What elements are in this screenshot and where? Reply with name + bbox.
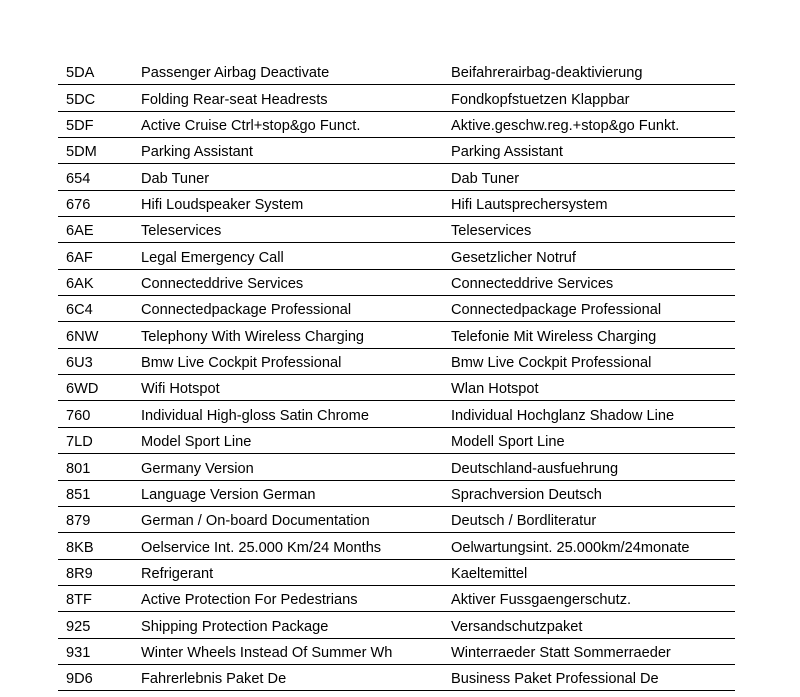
table-row [58,638,735,664]
german-description-cell: Modell Sport Line [451,427,735,453]
english-description-cell: Winter Wheels Instead Of Summer Wh [141,638,451,664]
option-code-cell: 6NW [58,322,141,348]
english-description-cell: Fahrerlebnis Paket De [141,664,451,690]
english-description-cell: German / On-board Documentation [141,506,451,532]
option-code-cell: 931 [58,638,141,664]
table-row [58,138,735,164]
english-description-cell: Active Protection For Pedestrians [141,585,451,611]
german-description-cell: Winterraeder Statt Sommerraeder [451,638,735,664]
german-description-cell: Connecteddrive Services [451,269,735,295]
table-row [58,585,735,611]
german-description-cell: Business Paket Professional De [451,664,735,690]
english-description-cell: Wifi Hotspot [141,375,451,401]
table-row [58,375,735,401]
table-row [58,348,735,374]
english-description-cell: Dab Tuner [141,164,451,190]
option-code-cell: 5DA [58,59,141,85]
table-row [58,85,735,111]
english-description-cell: Germany Version [141,454,451,480]
table-row [58,612,735,638]
english-description-cell: Model Sport Line [141,427,451,453]
table-row [58,243,735,269]
option-code-cell: 8R9 [58,559,141,585]
german-description-cell: Sprachversion Deutsch [451,480,735,506]
english-description-cell: Connecteddrive Services [141,269,451,295]
english-description-cell: Bmw Live Cockpit Professional [141,348,451,374]
option-code-cell: 6AK [58,269,141,295]
option-code-cell: 5DM [58,138,141,164]
option-code-cell: 925 [58,612,141,638]
option-code-cell: 9D6 [58,664,141,690]
option-code-cell: 760 [58,401,141,427]
german-description-cell: Telefonie Mit Wireless Charging [451,322,735,348]
option-code-cell: 851 [58,480,141,506]
english-description-cell: Refrigerant [141,559,451,585]
table-row [58,454,735,480]
german-description-cell: Aktiver Fussgaengerschutz. [451,585,735,611]
table-row [58,296,735,322]
option-code-cell: 654 [58,164,141,190]
table-row [58,190,735,216]
option-code-cell: 676 [58,190,141,216]
table-row [58,322,735,348]
option-code-cell: 5DC [58,85,141,111]
option-code-cell: 6C4 [58,296,141,322]
table-row [58,480,735,506]
options-table [58,59,735,691]
german-description-cell: Bmw Live Cockpit Professional [451,348,735,374]
table-row [58,427,735,453]
english-description-cell: Hifi Loudspeaker System [141,190,451,216]
german-description-cell: Hifi Lautsprechersystem [451,190,735,216]
german-description-cell: Parking Assistant [451,138,735,164]
english-description-cell: Passenger Airbag Deactivate [141,59,451,85]
german-description-cell: Deutschland-ausfuehrung [451,454,735,480]
table-row [58,506,735,532]
option-code-cell: 6AF [58,243,141,269]
english-description-cell: Folding Rear-seat Headrests [141,85,451,111]
table-row [58,164,735,190]
option-code-cell: 6U3 [58,348,141,374]
option-code-cell: 6WD [58,375,141,401]
english-description-cell: Telephony With Wireless Charging [141,322,451,348]
option-code-cell: 5DF [58,111,141,137]
german-description-cell: Gesetzlicher Notruf [451,243,735,269]
english-description-cell: Oelservice Int. 25.000 Km/24 Months [141,533,451,559]
german-description-cell: Teleservices [451,217,735,243]
table-row [58,59,735,85]
german-description-cell: Oelwartungsint. 25.000km/24monate [451,533,735,559]
english-description-cell: Legal Emergency Call [141,243,451,269]
german-description-cell: Connectedpackage Professional [451,296,735,322]
table-row [58,217,735,243]
table-row [58,401,735,427]
options-table-body [58,59,735,691]
table-row [58,533,735,559]
german-description-cell: Dab Tuner [451,164,735,190]
option-code-cell: 7LD [58,427,141,453]
german-description-cell: Wlan Hotspot [451,375,735,401]
english-description-cell: Teleservices [141,217,451,243]
option-code-cell: 879 [58,506,141,532]
table-row [58,559,735,585]
german-description-cell: Fondkopfstuetzen Klappbar [451,85,735,111]
english-description-cell: Parking Assistant [141,138,451,164]
german-description-cell: Versandschutzpaket [451,612,735,638]
english-description-cell: Shipping Protection Package [141,612,451,638]
german-description-cell: Deutsch / Bordliteratur [451,506,735,532]
option-code-cell: 8TF [58,585,141,611]
table-row [58,111,735,137]
table-row [58,269,735,295]
table-row [58,664,735,690]
option-code-cell: 801 [58,454,141,480]
german-description-cell: Individual Hochglanz Shadow Line [451,401,735,427]
english-description-cell: Language Version German [141,480,451,506]
german-description-cell: Aktive.geschw.reg.+stop&go Funkt. [451,111,735,137]
option-code-cell: 6AE [58,217,141,243]
english-description-cell: Active Cruise Ctrl+stop&go Funct. [141,111,451,137]
german-description-cell: Kaeltemittel [451,559,735,585]
option-code-cell: 8KB [58,533,141,559]
english-description-cell: Individual High-gloss Satin Chrome [141,401,451,427]
german-description-cell: Beifahrerairbag-deaktivierung [451,59,735,85]
english-description-cell: Connectedpackage Professional [141,296,451,322]
